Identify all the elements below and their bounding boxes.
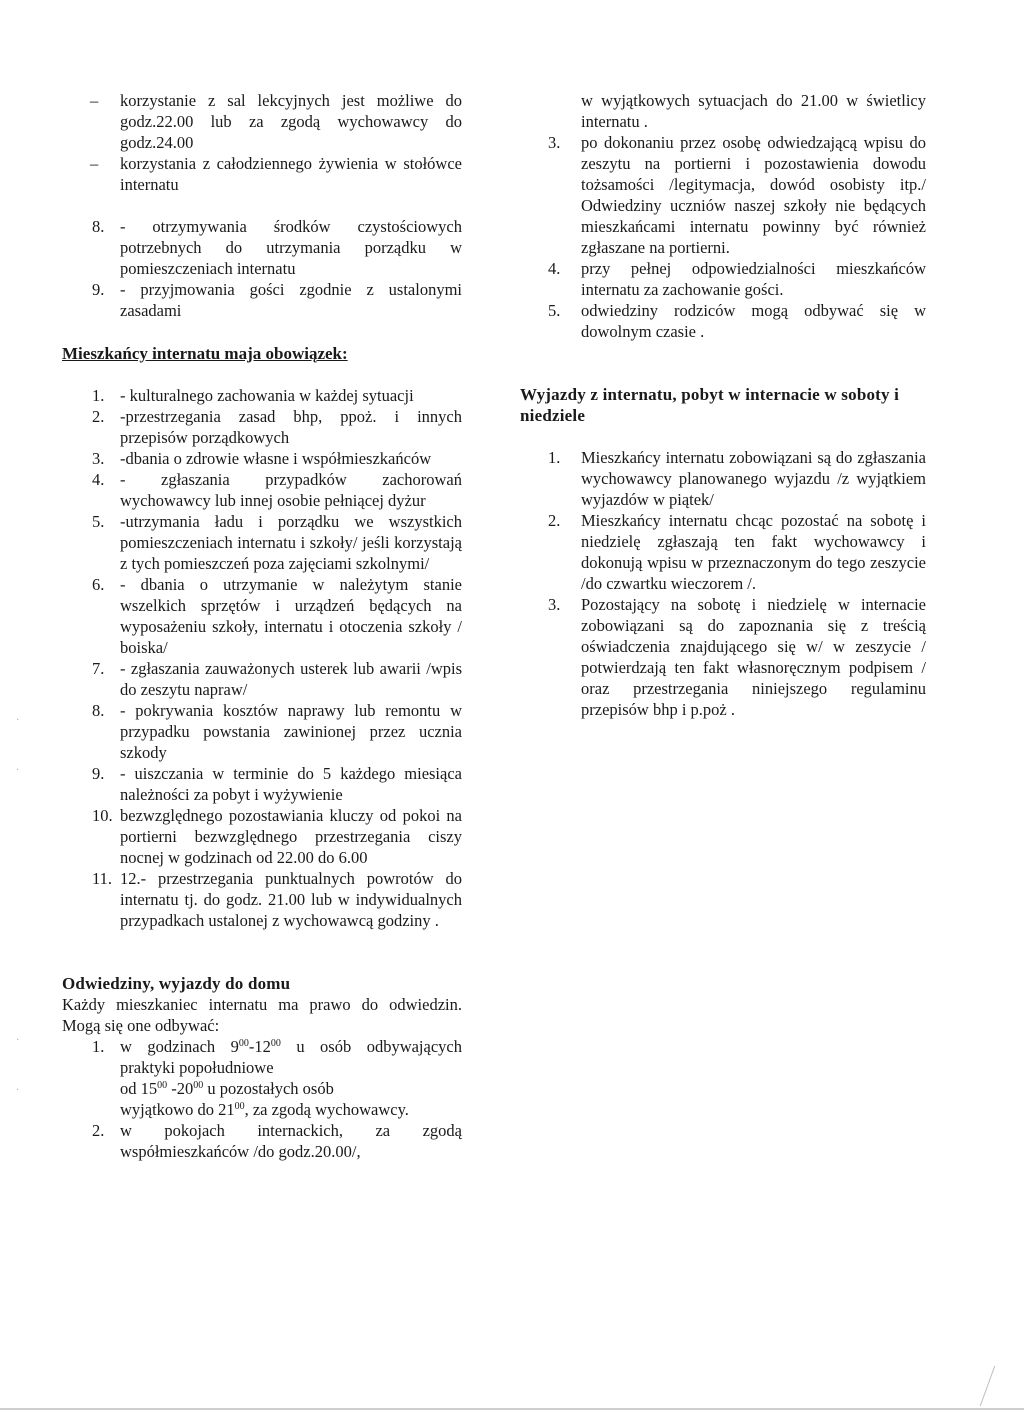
scan-edge-line: [0, 1408, 1024, 1410]
list-item: [62, 1120, 462, 1162]
list-item-text: po dokonaniu przez osobę odwiedzającą wpisu do zeszytu na portierni i pozostawienia dowodu tożsamości /legitymacja, dowód osobisty itp./ Odwiedziny uczniów naszej szkoły nie będących mieszkańcami internatu powinny być również zgłaszane na portierni.: [581, 133, 926, 257]
list-item-text: odwiedziny rodziców mogą odbywać się w dowolnym czasie .: [581, 301, 926, 341]
list-item: [62, 805, 462, 868]
item-number: 3.: [548, 595, 561, 614]
list-item-text: korzystania z całodziennego żywienia w stołówce internatu: [120, 154, 462, 194]
list-item-text: 12.- przestrzegania punktualnych powrotów do internatu tj. do godz. 21.00 lub w indywidualnych przypadkach ustalonej z wychowawcą godziny .: [120, 869, 462, 930]
duties-list: [62, 385, 462, 931]
visits-heading: Odwiedziny, wyjazdy do domu: [62, 974, 291, 993]
list-item-text: - zgłaszania przypadków zachorowań wychowawcy lub innej osobie pełniącej dyżur: [120, 470, 462, 510]
list-item: [62, 406, 462, 448]
visits-intro: Każdy mieszkaniec internatu ma prawo do odwiedzin. Mogą się one odbywać:: [62, 995, 462, 1035]
list-item-text: - otrzymywania środków czystościowych potrzebnych do utrzymania porządku w pomieszczeniach internatu: [120, 217, 462, 278]
trips-list: [520, 447, 926, 720]
list-item: [62, 763, 462, 805]
left-column: [62, 90, 462, 1162]
item-number: 1.: [92, 1037, 105, 1056]
list-item-text: bezwzględnego pozostawiania kluczy od pokoi na portierni bezwzględnego przestrzegania ciszy nocnej w godzinach od 22.00 do 6.00: [120, 806, 462, 867]
list-item-text: przy pełnej odpowiedzialności mieszkańców internatu za zachowanie gości.: [581, 259, 926, 299]
list-item-text: w godzinach $9^{00}-12^{00}$ u osób odbywających praktyki popołudniowe od $15^{00}$ $-20^{00}$ u pozostałych osób wyjątkowo do $21^{00}$, za zgodą wychowawcy.: [120, 1037, 462, 1119]
item-number: 9.: [92, 280, 105, 299]
list-item: [62, 448, 462, 469]
list-item: [62, 700, 462, 763]
dash-bullet: –: [90, 91, 99, 110]
right-column: [520, 90, 926, 720]
scan-speck: ·: [16, 715, 20, 726]
list-item-text: - kulturalnego zachowania w każdej sytuacji: [120, 386, 414, 405]
item-number: 5.: [92, 512, 105, 531]
dash-bullet: –: [90, 154, 99, 173]
item-number: 4.: [92, 470, 105, 489]
scan-speck: ·: [16, 1035, 20, 1046]
list-item-text: - pokrywania kosztów naprawy lub remontu w przypadku powstania zawinionej przez ucznia szkody: [120, 701, 462, 762]
scan-speck: ·: [16, 1085, 20, 1096]
page-corner-fold: [972, 1366, 996, 1406]
list-item-text: korzystanie z sal lekcyjnych jest możliwe do godz.22.00 lub za zgodą wychowawcy do godz.24.00: [120, 91, 462, 152]
item-number: 10.: [92, 806, 113, 825]
rights-numbered-list: [62, 216, 462, 321]
list-item-text: Mieszkańcy internatu zobowiązani są do zgłaszania wychowawcy planowanego wyjazdu /z wyjątkiem wyjazdów w piątek/: [581, 448, 926, 509]
list-item: [62, 868, 462, 931]
item-number: 1.: [92, 386, 105, 405]
list-item-text: Mieszkańcy internatu chcąc pozostać na sobotę i niedzielę zgłaszają ten fakt wychowawcy i dokonują wpisu w przeznaczonym do tego zeszycie /do czwartku wieczorem /.: [581, 511, 926, 593]
list-item: [520, 510, 926, 594]
item-number: 4.: [548, 259, 561, 278]
list-item-text: - uiszczania w terminie do 5 każdego miesiąca należności za pobyt i wyżywienie: [120, 764, 462, 804]
list-item: [62, 216, 462, 279]
list-item: [520, 447, 926, 510]
item-number: 2.: [92, 407, 105, 426]
list-item: [62, 153, 462, 195]
list-item-text: -dbania o zdrowie własne i współmieszkańców: [120, 449, 432, 468]
list-item-text: -przestrzegania zasad bhp, ppoż. i innych przepisów porządkowych: [120, 407, 462, 447]
list-item: [520, 132, 926, 258]
item-number: 3.: [548, 133, 561, 152]
item-number: 2.: [92, 1121, 105, 1140]
rights-dash-list: [62, 90, 462, 195]
item-number: 6.: [92, 575, 105, 594]
list-item: [62, 658, 462, 700]
list-item-text: Pozostający na sobotę i niedzielę w internacie zobowiązani są do zapoznania się z treścią oświadczenia znajdującego się w/ w zeszycie / potwierdzają ten fakt własnoręcznym podpisem / oraz przestrzegania niniejszego regulaminu przepisów bhp i p.poż .: [581, 595, 926, 719]
list-item: [62, 511, 462, 574]
scan-speck: ·: [16, 765, 20, 776]
visits-list-continued: [520, 132, 926, 342]
item-number: 5.: [548, 301, 561, 320]
list-item-text: w pokojach internackich, za zgodą współmieszkańców /do godz.20.00/,: [120, 1121, 462, 1161]
list-item: [520, 258, 926, 300]
item-number: 1.: [548, 448, 561, 467]
list-item: [520, 594, 926, 720]
trips-heading: Wyjazdy z internatu, pobyt w internacie w soboty i niedziele: [520, 385, 900, 425]
list-item: [62, 279, 462, 321]
item-number: 11.: [92, 869, 113, 888]
list-item: [62, 469, 462, 511]
item-number: 7.: [92, 659, 105, 678]
item-number: 9.: [92, 764, 105, 783]
list-item-text: - przyjmowania gości zgodnie z ustalonymi zasadami: [120, 280, 462, 320]
list-item: [62, 574, 462, 658]
list-item: [520, 300, 926, 342]
item-number: 8.: [92, 701, 105, 720]
list-item: [62, 1036, 462, 1120]
visits-continuation: w wyjątkowych sytuacjach do 21.00 w świetlicy internatu .: [581, 91, 926, 131]
list-item: [62, 90, 462, 153]
list-item-text: - dbania o utrzymanie w należytym stanie wszelkich sprzętów i urządzeń będących na wyposażeniu szkoły, internatu i otoczenia szkoły / boiska/: [120, 575, 462, 657]
visits-list: [62, 1036, 462, 1162]
duties-heading: Mieszkańcy internatu maja obowiązek:: [62, 344, 348, 363]
item-number: 8.: [92, 217, 105, 236]
list-item: [62, 385, 462, 406]
list-item-text: - zgłaszania zauważonych usterek lub awarii /wpis do zeszytu napraw/: [120, 659, 462, 699]
item-number: 3.: [92, 449, 105, 468]
list-item-text: -utrzymania ładu i porządku we wszystkich pomieszczeniach internatu i szkoły/ jeśli korzystają z tych pomieszczeń poza zajęciami szkolnymi/: [120, 512, 462, 573]
item-number: 2.: [548, 511, 561, 530]
spacer: [62, 195, 462, 216]
